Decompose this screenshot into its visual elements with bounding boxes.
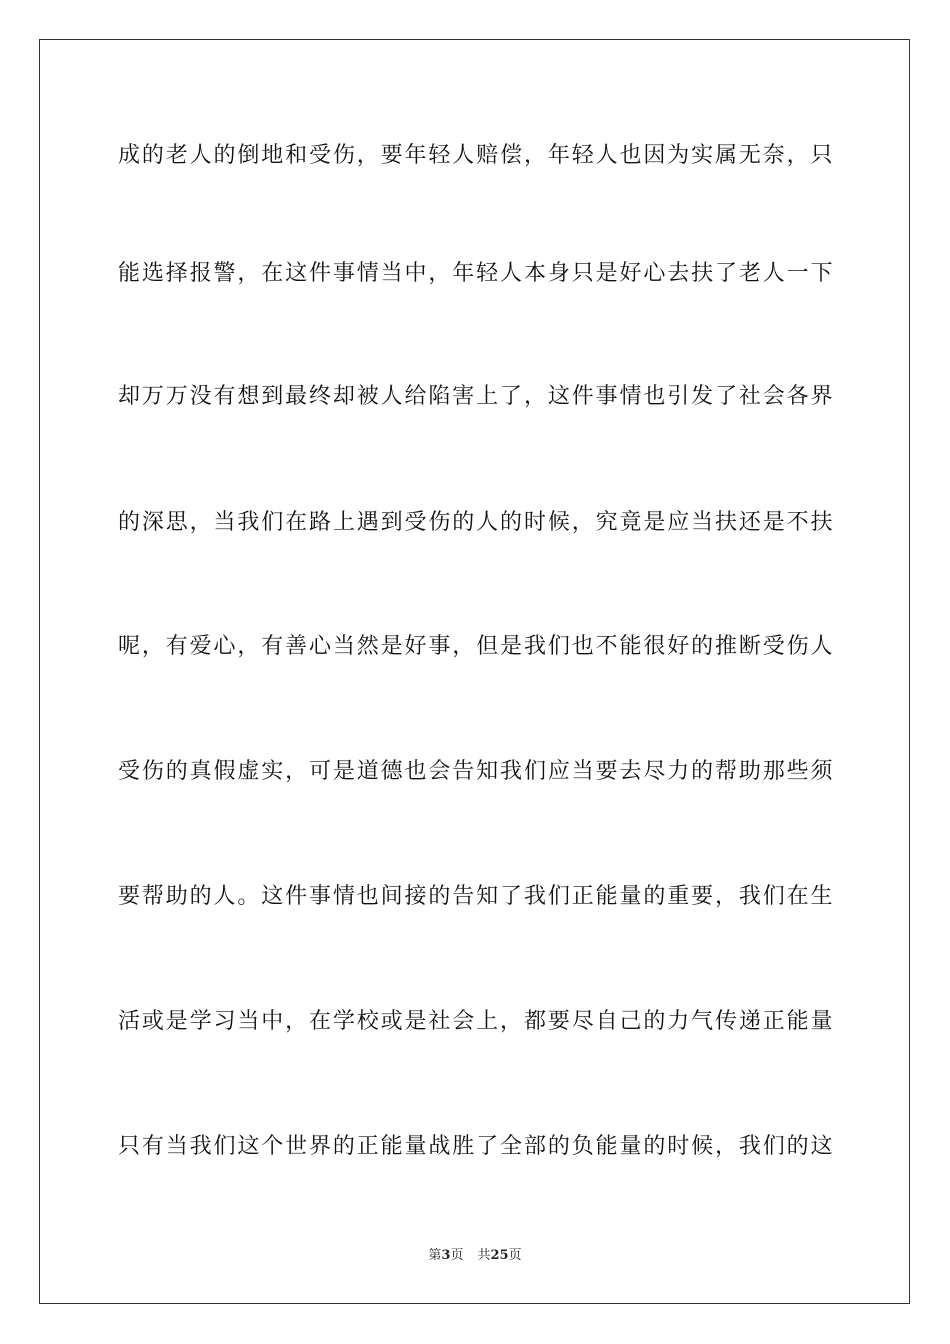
text-line-3: 却万万没有想到最终却被人给陷害上了，这件事情也引发了社会各界	[118, 384, 834, 409]
text-line-2: 能选择报警，在这件事情当中，年轻人本身只是好心去扶了老人一下	[118, 261, 834, 286]
page-number: 3	[441, 1248, 451, 1263]
text-line-8: 活或是学习当中，在学校或是社会上，都要尽自己的力气传递正能量	[118, 1009, 834, 1034]
text-line-1: 成的老人的倒地和受伤，要年轻人赔偿，年轻人也因为实属无奈，只	[118, 143, 834, 168]
text-line-7: 要帮助的人。这件事情也间接的告知了我们正能量的重要，我们在生	[118, 884, 834, 909]
text-line-6: 受伤的真假虚实，可是道德也会告知我们应当要去尽力的帮助那些须	[118, 759, 834, 784]
page-suffix: 页	[450, 1248, 464, 1263]
text-line-9: 只有当我们这个世界的正能量战胜了全部的负能量的时候，我们的这	[118, 1134, 834, 1159]
text-line-5: 呢，有爱心，有善心当然是好事，但是我们也不能很好的推断受伤人	[118, 634, 834, 659]
page-footer	[0, 1247, 950, 1265]
text-line-4: 的深思，当我们在路上遇到受伤的人的时候，究竟是应当扶还是不扶	[118, 510, 834, 535]
page-prefix: 第	[428, 1248, 442, 1263]
total-pages: 25	[490, 1248, 509, 1263]
total-prefix: 共	[477, 1248, 491, 1263]
total-suffix: 页	[508, 1248, 522, 1263]
page-border	[39, 39, 910, 1304]
